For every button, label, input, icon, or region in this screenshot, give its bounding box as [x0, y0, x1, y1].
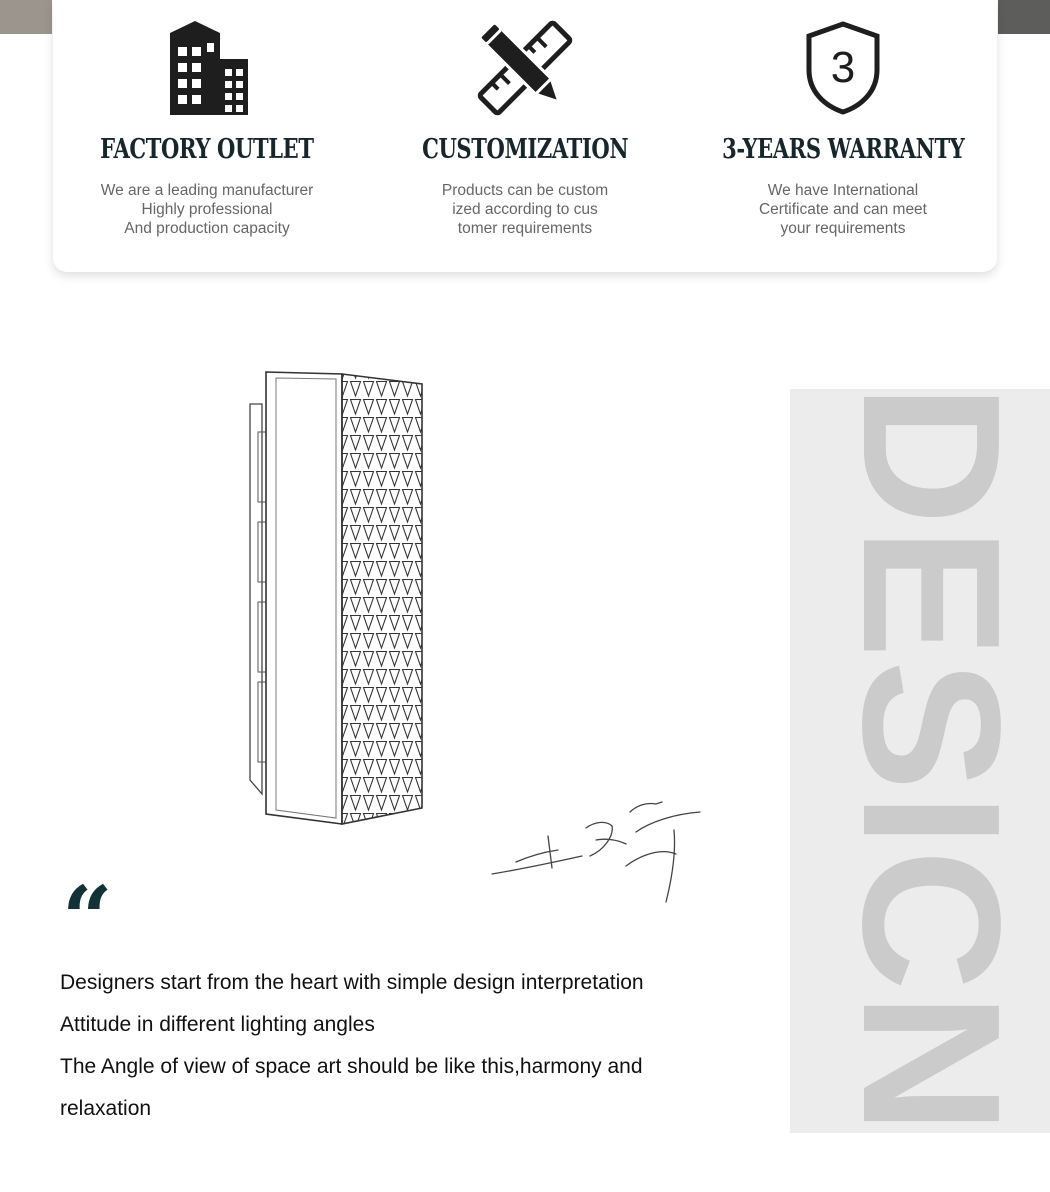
designer-signature: [486, 792, 710, 907]
feature-customization: [385, 0, 665, 272]
quote-mark: “: [62, 866, 113, 970]
shield-number: 3: [830, 43, 856, 92]
design-vertical-word: DESICN: [822, 383, 1041, 1137]
feature-description: We have International Certificate and can meet your requirements: [758, 182, 927, 237]
feature-warranty: [703, 0, 983, 272]
pencil-ruler-icon: [470, 20, 580, 116]
factory-building-icon: [152, 20, 262, 116]
feature-description: Products can be custom ized according to cus tomer requirements: [441, 182, 609, 237]
feature-title: CUSTOMIZATION: [421, 134, 629, 165]
top-banner-image-right: [998, 0, 1050, 34]
feature-title: 3-YEARS WARRANTY: [721, 134, 965, 165]
feature-title: FACTORY OUTLET: [100, 134, 314, 165]
feature-factory-outlet: [67, 0, 347, 272]
lamp-sketch-drawing: [232, 362, 442, 832]
design-description: Designers start from the heart with simple design interpretation Attitude in different lighting angles The Angle of view of space art should be like this,harmony and relaxation: [60, 971, 644, 1120]
shield-three-icon: [788, 20, 898, 116]
top-banner-image-left: [0, 0, 52, 34]
feature-description: We are a leading manufacturer Highly professional And production capacity: [100, 182, 314, 237]
features-card: [53, 0, 997, 272]
